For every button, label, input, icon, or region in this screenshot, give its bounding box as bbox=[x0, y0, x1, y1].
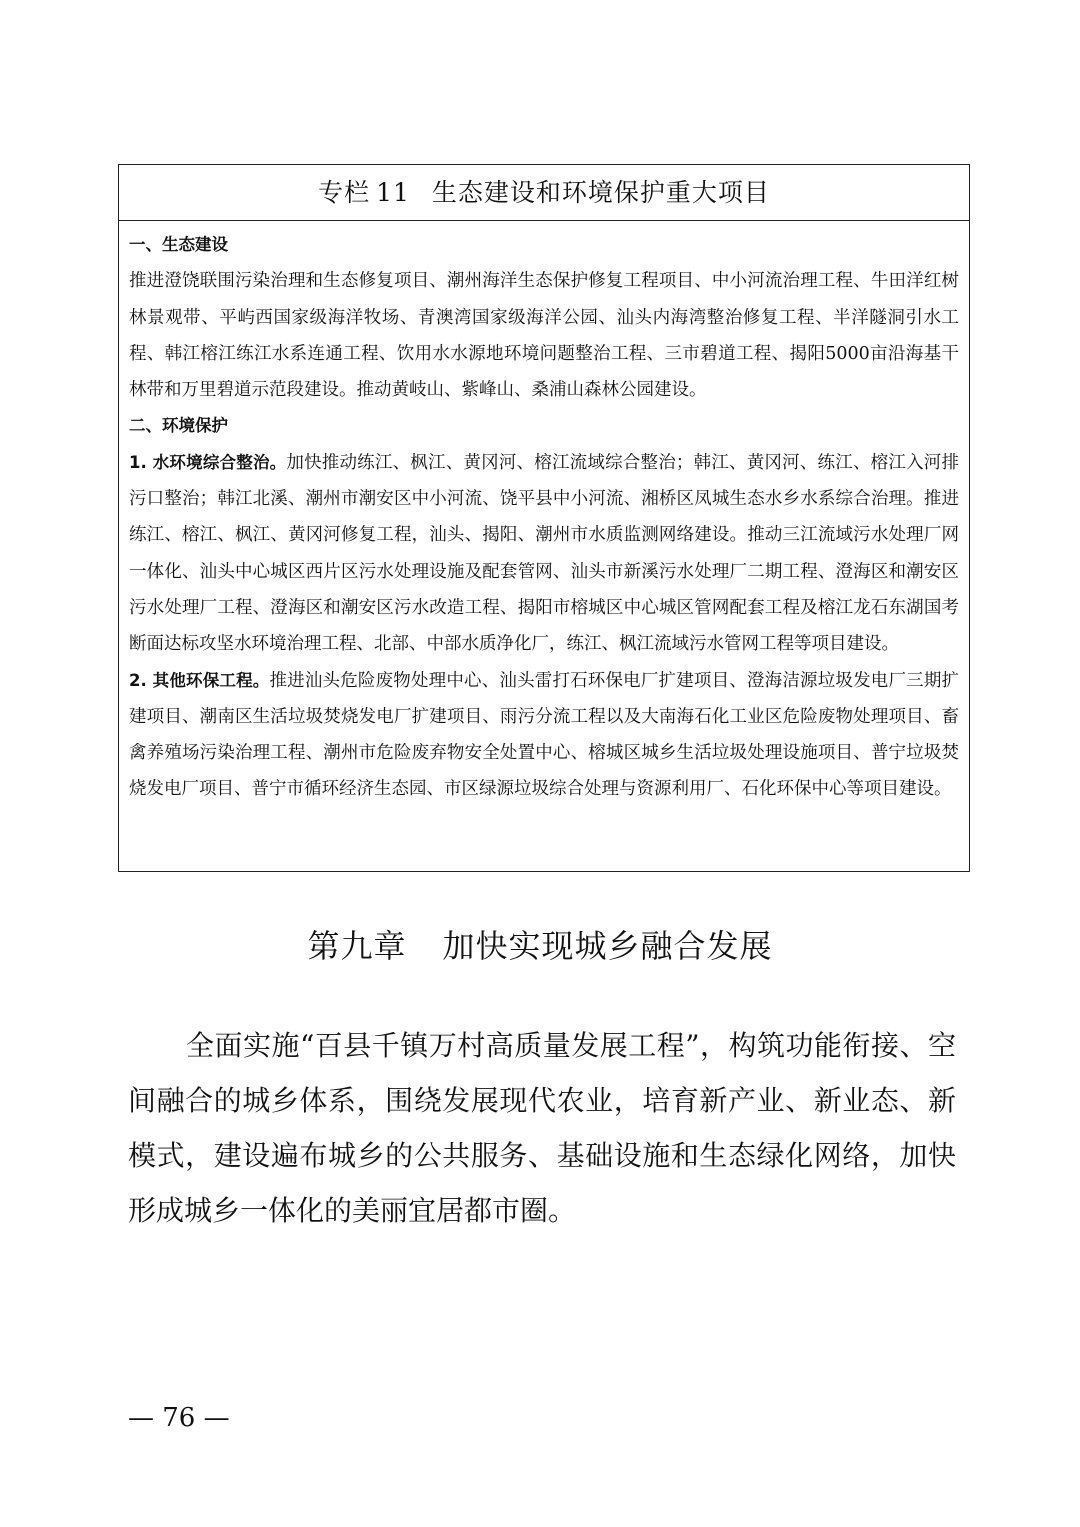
item-other-protection bbox=[129, 663, 959, 808]
body-paragraph: 全面实施“百县千镇万村高质量发展工程”，构筑功能衔接、空间融合的城乡体系，围绕发展现代农业，培育新产业、新业态、新模式，建设遍布城乡的公共服务、基础设施和生态绿化网络，加快形成城乡一体化的美丽宜居都市圈。 bbox=[128, 1029, 956, 1227]
item-water-heading: 1. 水环境综合整治。 bbox=[129, 452, 287, 472]
section-ecology-text: 推进澄饶联围污染治理和生态修复项目、潮州海洋生态保护修复工程项目、中小河流治理工程、牛田洋红树林景观带、平屿西国家级海洋牧场、青澳湾国家级海洋公园、汕头内海湾整治修复工程、半洋隧洞引水工程、韩江榕江练江水系连通工程、饮用水水源地环境问题整治工程、三市碧道工程、揭阳5000亩沿海基干林带和万里碧道示范段建设。推动黄岐山、紫峰山、桑浦山森林公园建设。 bbox=[129, 271, 959, 401]
column-title-number: 11 bbox=[376, 178, 410, 207]
column-body bbox=[119, 221, 969, 808]
section-ecology-heading: 一、生态建设 bbox=[129, 235, 228, 254]
project-column-box bbox=[118, 164, 970, 872]
item-other-text: 推进汕头危险废物处理中心、汕头雷打石环保电厂扩建项目、澄海洁源垃圾发电厂三期扩建项目、潮南区生活垃圾焚烧发电厂扩建项目、雨污分流工程以及大南海石化工业区危险废物处理项目、畜禽养殖场污染治理工程、潮州市危险废弃物安全处置中心、榕城区城乡生活垃圾处理设施项目、普宁垃圾焚烧发电厂项目、普宁市循环经济生态园、市区绿源垃圾综合处理与资源利用厂、石化环保中心等项目建设。 bbox=[129, 670, 960, 800]
item-other-heading: 2. 其他环保工程。 bbox=[129, 670, 270, 690]
column-title-text: 生态建设和环境保护重大项目 bbox=[431, 178, 770, 207]
item-water-text: 加快推动练江、枫江、黄冈河、榕江流域综合整治；韩江、黄冈河、练江、榕江入河排污口整治；韩江北溪、潮州市潮安区中小河流、饶平县中小河流、湘桥区凤城生态水乡水系综合治理。推进练江、榕江、枫江、黄冈河修复工程，汕头、揭阳、潮州市水质监测网络建设。推动三江流域污水处理厂网一体化、汕头中心城区西片区污水处理设施及配套管网、汕头市新溪污水处理厂二期工程、澄海区和潮安区污水处理厂工程、澄海区和潮安区污水改造工程、揭阳市榕城区中心城区管网配套工程及榕江龙石东湖国考断面达标攻坚水环境治理工程、北部、中部水质净化厂，练江、枫江流域污水管网工程等项目建设。 bbox=[129, 452, 959, 655]
chapter-heading bbox=[0, 918, 1080, 974]
column-title bbox=[119, 165, 969, 221]
chapter-number: 第九章 bbox=[307, 927, 407, 965]
page-number: — 76 — bbox=[128, 1403, 230, 1433]
column-title-prefix: 专栏 bbox=[318, 178, 371, 207]
item-water-environment bbox=[129, 445, 959, 663]
chapter-title: 加快实现城乡融合发展 bbox=[442, 927, 773, 965]
section-environment-heading: 二、环境保护 bbox=[129, 416, 228, 436]
